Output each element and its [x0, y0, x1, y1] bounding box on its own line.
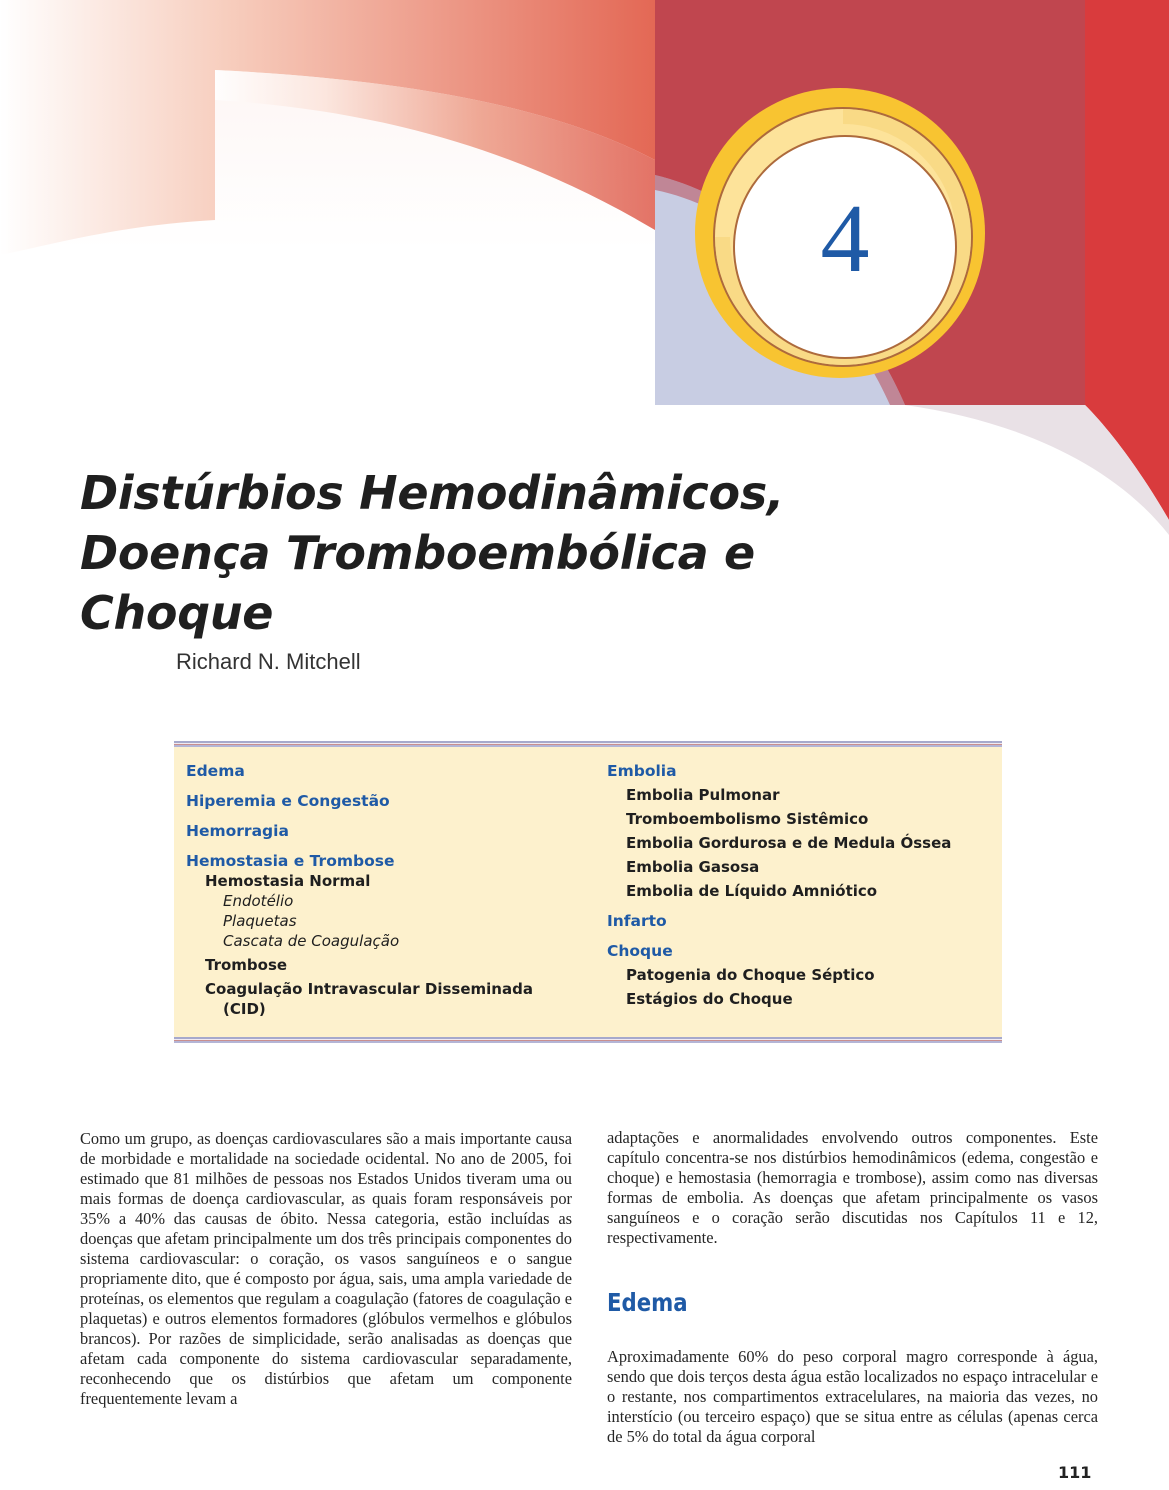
chapter-title-line-2: Doença Tromboembólica e	[80, 526, 755, 580]
toc-subitem-estagios[interactable]: Estágios do Choque	[626, 990, 793, 1008]
toc-subitem-cid-continued[interactable]: (CID)	[223, 1000, 266, 1018]
toc-item-infarto[interactable]: Infarto	[607, 912, 667, 930]
chapter-number: 4	[820, 185, 870, 293]
toc-subitem-embolia-liquido[interactable]: Embolia de Líquido Amniótico	[626, 882, 878, 900]
toc-item-hemorragia[interactable]: Hemorragia	[186, 822, 289, 840]
toc-bottom-rule	[174, 1037, 1002, 1043]
toc-item-embolia[interactable]: Embolia	[607, 762, 677, 780]
toc-subitem-embolia-gordurosa[interactable]: Embolia Gordurosa e de Medula Óssea	[626, 834, 952, 852]
section-heading-edema: Edema	[607, 1288, 688, 1317]
toc-left-column	[186, 761, 586, 1023]
chapter-banner	[0, 0, 1169, 540]
toc-subsubitem-plaquetas[interactable]: Plaquetas	[223, 912, 297, 930]
edema-paragraph: Aproximadamente 60% do peso corporal magro corresponde à água, sendo que dois terços desta água estão localizados no espaço intracelular e o restante, nos compartimentos extracelulares, na maioria das vezes, no interstício (ou terceiro espaço) que se situa entre as células (apenas cerca de 5% do total da água corporal	[607, 1347, 1098, 1446]
toc-subitem-trombose[interactable]: Trombose	[205, 956, 288, 974]
toc-subitem-hemostasia-normal[interactable]: Hemostasia Normal	[205, 872, 371, 890]
toc-subitem-tromboembolismo[interactable]: Tromboembolismo Sistêmico	[626, 810, 869, 828]
intro-paragraph-left: Como um grupo, as doenças cardiovasculares são a mais importante causa de morbidade e mortalidade na sociedade ocidental. No ano de 2005, foi estimado que 81 milhões de pessoas nos Estados Unidos tiveram uma ou mais formas de doença cardiovascular, as quais foram responsáveis por 35% a 40% das causas de óbito. Nessa categoria, estão incluídas as doenças que afetam principalmente um dos três principais componentes do sistema cardiovascular: o coração, os vasos sanguíneos e o sangue propriamente dito, que é composto por água, sais, uma ampla variedade de proteínas, os elementos que regulam a coagulação (fatores de coagulação e plaquetas) e outros elementos formadores (glóbulos vermelhos e glóbulos brancos). Por razões de simplicidade, serão analisadas as doenças que afetam cada componente do sistema cardiovascular separadamente, reconhecendo que os distúrbios que afetam um componente frequentemente levam a	[80, 1129, 572, 1408]
toc-subsubitem-endotelio[interactable]: Endotélio	[223, 892, 294, 910]
toc-subsubitem-cascata[interactable]: Cascata de Coagulação	[223, 932, 400, 950]
toc-item-edema[interactable]: Edema	[186, 762, 245, 780]
toc-top-rule	[174, 741, 1002, 747]
toc-subitem-patogenia[interactable]: Patogenia do Choque Séptico	[626, 966, 875, 984]
author-name: Richard N. Mitchell	[176, 649, 361, 674]
toc-subitem-embolia-pulmonar[interactable]: Embolia Pulmonar	[626, 786, 780, 804]
toc-item-choque[interactable]: Choque	[607, 942, 673, 960]
chapter-title-line-1: Distúrbios Hemodinâmicos,	[80, 466, 785, 520]
toc-subitem-cid[interactable]: Coagulação Intravascular Disseminada	[205, 980, 533, 998]
chapter-outline-box	[174, 741, 1002, 1043]
toc-right-column	[607, 761, 997, 1013]
toc-item-hemostasia[interactable]: Hemostasia e Trombose	[186, 852, 395, 870]
toc-item-hiperemia[interactable]: Hiperemia e Congestão	[186, 792, 390, 810]
toc-subitem-embolia-gasosa[interactable]: Embolia Gasosa	[626, 858, 760, 876]
chapter-title	[80, 463, 900, 643]
chapter-title-line-3: Choque	[80, 586, 274, 640]
intro-paragraph-right: adaptações e anormalidades envolvendo outros componentes. Este capítulo concentra-se nos distúrbios hemodinâmicos (edema, congestão e choque) e hemostasia (hemorragia e trombose), assim como nas diversas formas de embolia. As doenças que afetam principalmente os vasos sanguíneos e o coração serão discutidas nos Capítulos 11 e 12, respectivamente.	[607, 1128, 1098, 1247]
page-number: 111	[1058, 1463, 1092, 1482]
